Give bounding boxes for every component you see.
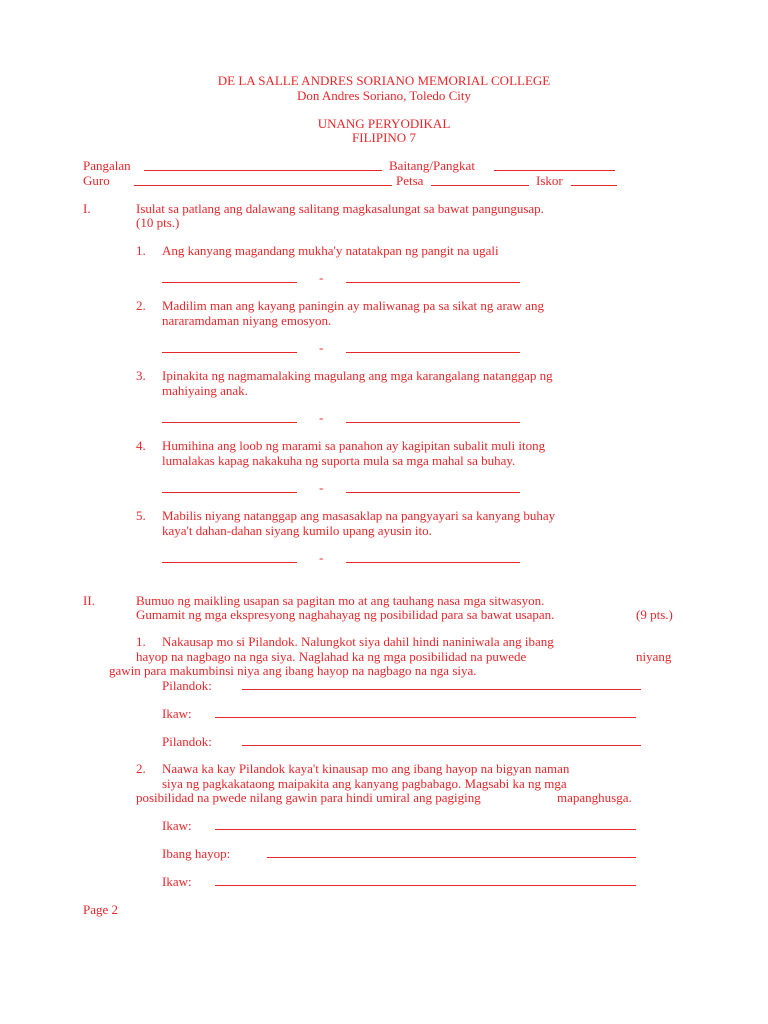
dialogue-blank[interactable] — [242, 689, 641, 690]
part1-instruction: Isulat sa patlang ang dalawang salitang magkasalungat sa bawat pangungusap. — [136, 201, 544, 216]
page-number: Page 2 — [83, 902, 119, 917]
item-number: 5. — [136, 508, 146, 523]
answer-dash: - — [319, 410, 324, 425]
dialogue-label-ibang-hayop: Ibang hayop: — [162, 846, 231, 861]
dialogue-label-pilandok: Pilandok: — [162, 678, 212, 693]
pangalan-label: Pangalan — [83, 158, 131, 173]
part2-instruction-cont: Gumamit ng mga ekspresyong naghahayag ng posibilidad para sa bawat usapan. — [136, 607, 555, 622]
dialogue-label-ikaw: Ikaw: — [162, 874, 192, 889]
answer-blank-left[interactable] — [162, 422, 297, 423]
situation-text-cont: siya ng pagkakataong maipakita ang kanyang pagbabago. Magsabi ka ng mga — [162, 776, 567, 791]
part1-numeral: I. — [83, 201, 91, 216]
answer-blank-right[interactable] — [346, 562, 520, 563]
item-text-cont: nararamdaman niyang emosyon. — [162, 313, 332, 328]
answer-dash: - — [319, 340, 324, 355]
pangalan-blank[interactable] — [144, 170, 382, 171]
part2-instruction: Bumuo ng maikling usapan sa pagitan mo at ang tauhang nasa mga sitwasyon. — [136, 593, 545, 608]
petsa-label: Petsa — [396, 173, 424, 188]
situation-text-end: niyang — [636, 649, 672, 664]
guro-label: Guro — [83, 173, 110, 188]
part2-points: (9 pts.) — [636, 607, 673, 622]
part1-points: (10 pts.) — [136, 215, 180, 230]
dialogue-blank[interactable] — [267, 857, 636, 858]
subject-title: FILIPINO 7 — [352, 130, 416, 145]
answer-dash: - — [319, 550, 324, 565]
dialogue-label-ikaw: Ikaw: — [162, 706, 192, 721]
item-text-cont: mahiyaing anak. — [162, 383, 248, 398]
item-text: Ang kanyang magandang mukha'y natatakpan ng pangit na ugali — [162, 243, 499, 258]
dialogue-blank[interactable] — [215, 885, 636, 886]
answer-blank-left[interactable] — [162, 492, 297, 493]
situation-text: Nakausap mo si Pilandok. Nalungkot siya dahil hindi naniniwala ang ibang — [162, 634, 554, 649]
item-text: Madilim man ang kayang paningin ay maliwanag pa sa sikat ng araw ang — [162, 298, 544, 313]
answer-dash: - — [319, 270, 324, 285]
situation-text-cont: posibilidad na pwede nilang gawin para hindi umiral ang pagiging — [136, 790, 481, 805]
answer-blank-right[interactable] — [346, 492, 520, 493]
item-text: Ipinakita ng nagmamalaking magulang ang mga karangalang natanggap ng — [162, 368, 553, 383]
answer-dash: - — [319, 480, 324, 495]
answer-blank-left[interactable] — [162, 282, 297, 283]
baitang-blank[interactable] — [494, 170, 615, 171]
answer-blank-right[interactable] — [346, 422, 520, 423]
answer-blank-left[interactable] — [162, 562, 297, 563]
baitang-label: Baitang/Pangkat — [389, 158, 475, 173]
situation-text-end: mapanghusga. — [557, 790, 632, 805]
dialogue-label-pilandok: Pilandok: — [162, 734, 212, 749]
item-text-cont: lumalakas kapag nakakuha ng suporta mula sa mga mahal sa buhay. — [162, 453, 516, 468]
dialogue-blank[interactable] — [215, 717, 636, 718]
answer-blank-right[interactable] — [346, 352, 520, 353]
iskor-label: Iskor — [536, 173, 563, 188]
item-number: 4. — [136, 438, 146, 453]
situation-number: 2. — [136, 761, 146, 776]
situation-text-cont: hayop na nagbago na nga siya. Naglahad ka ng mga posibilidad na puwede — [136, 649, 527, 664]
dialogue-blank[interactable] — [242, 745, 641, 746]
school-address: Don Andres Soriano, Toledo City — [297, 88, 471, 103]
situation-number: 1. — [136, 634, 146, 649]
answer-blank-right[interactable] — [346, 282, 520, 283]
guro-blank[interactable] — [134, 185, 392, 186]
situation-text: Naawa ka kay Pilandok kaya't kinausap mo ang ibang hayop na bigyan naman — [162, 761, 570, 776]
part2-numeral: II. — [83, 593, 95, 608]
iskor-blank[interactable] — [571, 185, 617, 186]
answer-blank-left[interactable] — [162, 352, 297, 353]
dialogue-blank[interactable] — [215, 829, 636, 830]
school-name: DE LA SALLE ANDRES SORIANO MEMORIAL COLLEGE — [217, 73, 551, 88]
item-number: 3. — [136, 368, 146, 383]
situation-text-cont: gawin para makumbinsi niya ang ibang hayop na nagbago na nga siya. — [109, 663, 477, 678]
item-number: 1. — [136, 243, 146, 258]
item-text-cont: kaya't dahan-dahan siyang kumilo upang ayusin ito. — [162, 523, 432, 538]
dialogue-label-ikaw: Ikaw: — [162, 818, 192, 833]
item-text: Mabilis niyang natanggap ang masasaklap na pangyayari sa kanyang buhay — [162, 508, 556, 523]
item-text: Humihina ang loob ng marami sa panahon ay kagipitan subalit muli itong — [162, 438, 546, 453]
item-number: 2. — [136, 298, 146, 313]
exam-title: UNANG PERYODIKAL — [317, 116, 451, 131]
petsa-blank[interactable] — [431, 185, 529, 186]
